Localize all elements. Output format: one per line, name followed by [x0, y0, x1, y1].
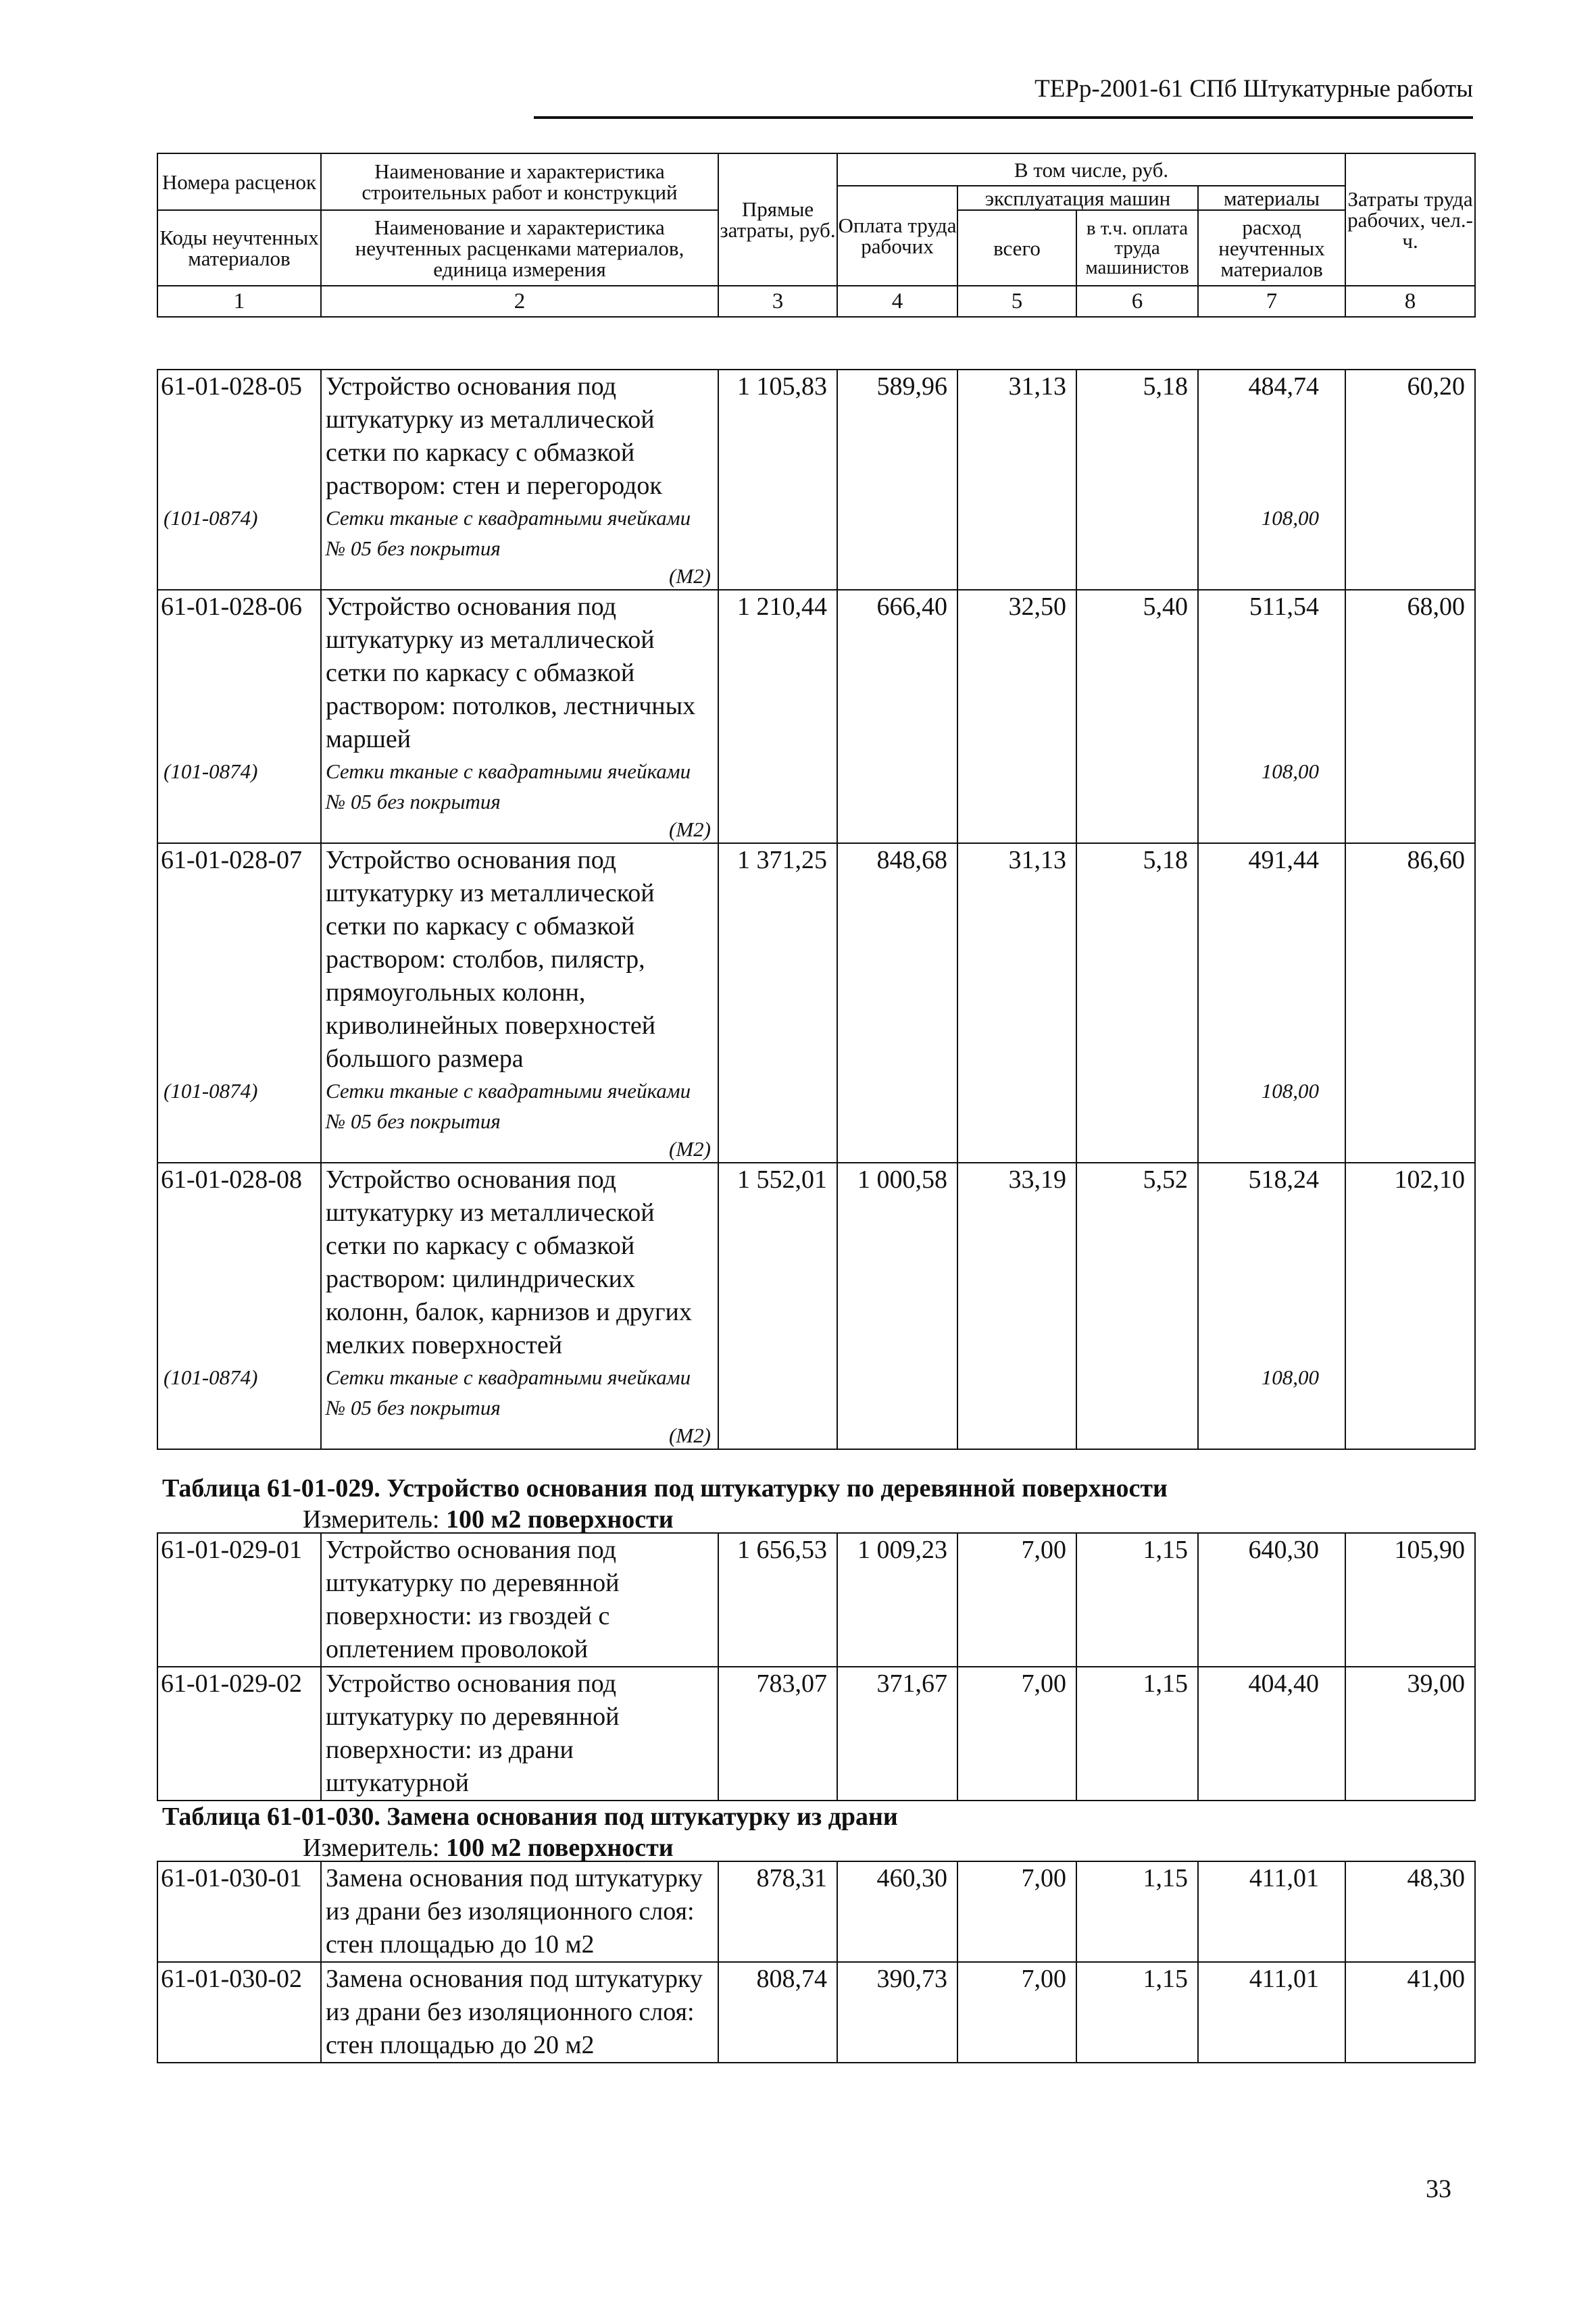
materials-cell: [1198, 1962, 1345, 2063]
col-num: 4: [837, 286, 957, 317]
materials-cell: [1198, 843, 1345, 1163]
labor-pay: 460,30: [837, 1861, 957, 1962]
materials-cell: [1198, 1861, 1345, 1962]
materials-cost: 491,44: [1248, 846, 1319, 874]
rate-name: Устройство основания под штукатурку из металлической сетки по каркасу с обмазкой раствором: столбов, пилястр, прямоугольных колонн, криволинейных поверхностей большого размера: [326, 846, 656, 1073]
direct-costs: 1 105,83: [718, 370, 837, 590]
rate-row: [157, 1667, 1475, 1801]
meter-label: Измеритель:: [303, 1505, 446, 1534]
rate-code-cell: [157, 1533, 321, 1667]
labor-hours: 105,90: [1345, 1533, 1475, 1667]
material-name: Сетки тканые с квадратными ячейками № 05 без покрытия: [326, 1079, 691, 1133]
rates-table-030: [157, 1861, 1476, 2063]
running-head: ТЕРр-2001-61 СПб Штукатурные работы: [1034, 75, 1473, 103]
rate-code-cell: [157, 1163, 321, 1449]
rate-code: 61-01-030-02: [161, 1965, 302, 1993]
materials-cost: 411,01: [1249, 1965, 1319, 1993]
rate-code: 61-01-028-08: [161, 1165, 302, 1194]
table-title-029: Таблица 61-01-029. Устройство основания под штукатурку по деревянной поверхности: [162, 1474, 1168, 1503]
col-num: 5: [957, 286, 1076, 317]
header-material-codes: Коды неучтенных материалов: [157, 210, 321, 286]
machines-labor: 5,18: [1076, 843, 1198, 1163]
direct-costs: 808,74: [718, 1962, 837, 2063]
rate-row: [157, 590, 1475, 843]
material-unit: (М2): [669, 564, 711, 588]
header-rule: [534, 116, 1473, 119]
material-unit: (М2): [669, 1424, 711, 1447]
labor-hours: 102,10: [1345, 1163, 1475, 1449]
table-title-030: Таблица 61-01-030. Замена основания под штукатурку из драни: [162, 1803, 898, 1831]
machines-labor: 5,18: [1076, 370, 1198, 590]
labor-pay: 848,68: [837, 843, 957, 1163]
rate-name-cell: [321, 590, 718, 843]
rate-name: Устройство основания под штукатурку по деревянной поверхности: из гвоздей с оплетением проволокой: [326, 1536, 620, 1663]
machines-labor: 1,15: [1076, 1861, 1198, 1962]
rate-row: [157, 1163, 1475, 1449]
rate-name-cell: [321, 1667, 718, 1801]
rate-code-cell: [157, 1962, 321, 2063]
page-number: 33: [1426, 2175, 1451, 2203]
rate-name: Устройство основания под штукатурку из металлической сетки по каркасу с обмазкой раствором: стен и перегородок: [326, 372, 662, 500]
col-num: 3: [718, 286, 837, 317]
rate-row: [157, 843, 1475, 1163]
col-num: 8: [1345, 286, 1475, 317]
materials-use: 108,00: [1261, 1365, 1319, 1389]
labor-pay: 1 000,58: [837, 1163, 957, 1449]
materials-use: 108,00: [1261, 506, 1319, 530]
rate-code: 61-01-028-06: [161, 593, 302, 621]
rate-code: 61-01-029-01: [161, 1536, 302, 1564]
direct-costs: 1 371,25: [718, 843, 837, 1163]
machines-total: 7,00: [957, 1861, 1076, 1962]
rate-name-cell: [321, 1533, 718, 1667]
rate-name: Замена основания под штукатурку из драни без изоляционного слоя: стен площадью до 20 м2: [326, 1965, 703, 2059]
machines-labor: 5,40: [1076, 590, 1198, 843]
header-materials: материалы: [1198, 186, 1345, 210]
materials-cost: 404,40: [1248, 1669, 1319, 1698]
meter-value: 100 м2 поверхности: [446, 1834, 674, 1862]
rate-name-cell: [321, 843, 718, 1163]
materials-cost: 518,24: [1248, 1165, 1319, 1194]
rate-code: 61-01-030-01: [161, 1864, 302, 1892]
rate-code-cell: [157, 590, 321, 843]
rate-code: 61-01-029-02: [161, 1669, 302, 1698]
meter-029: [303, 1504, 674, 1535]
materials-use: 108,00: [1261, 759, 1319, 783]
meter-value: 100 м2 поверхности: [446, 1505, 674, 1534]
direct-costs: 1 552,01: [718, 1163, 837, 1449]
rate-name-cell: [321, 370, 718, 590]
labor-pay: 1 009,23: [837, 1533, 957, 1667]
header-machines-total: всего: [957, 210, 1076, 286]
rate-name: Замена основания под штукатурку из драни без изоляционного слоя: стен площадью до 10 м2: [326, 1864, 703, 1959]
direct-costs: 1 210,44: [718, 590, 837, 843]
direct-costs: 878,31: [718, 1861, 837, 1962]
rate-row: [157, 1861, 1475, 1962]
header-labor-pay: Оплата труда рабочих: [837, 186, 957, 286]
machines-total: 33,19: [957, 1163, 1076, 1449]
rate-code-cell: [157, 843, 321, 1163]
labor-pay: 666,40: [837, 590, 957, 843]
rate-row: [157, 1962, 1475, 2063]
rate-row: [157, 1533, 1475, 1667]
rate-code-cell: [157, 1861, 321, 1962]
rate-code-cell: [157, 1667, 321, 1801]
material-unit: (М2): [669, 1137, 711, 1161]
rate-name-cell: [321, 1962, 718, 2063]
col-num: 1: [157, 286, 321, 317]
materials-cell: [1198, 370, 1345, 590]
rate-name: Устройство основания под штукатурку по деревянной поверхности: из драни штукатурной: [326, 1669, 620, 1797]
rate-name-cell: [321, 1163, 718, 1449]
machines-labor: 1,15: [1076, 1533, 1198, 1667]
labor-hours: 48,30: [1345, 1861, 1475, 1962]
rate-row: [157, 370, 1475, 590]
labor-pay: 589,96: [837, 370, 957, 590]
header-machines: эксплуатация машин: [957, 186, 1198, 210]
labor-hours: 68,00: [1345, 590, 1475, 843]
material-code: (101-0874): [164, 1365, 258, 1389]
rate-code-cell: [157, 370, 321, 590]
materials-cell: [1198, 1667, 1345, 1801]
rate-name-cell: [321, 1861, 718, 1962]
labor-hours: 60,20: [1345, 370, 1475, 590]
col-num: 7: [1198, 286, 1345, 317]
column-number-row: [157, 286, 1475, 317]
labor-hours: 86,60: [1345, 843, 1475, 1163]
labor-hours: 39,00: [1345, 1667, 1475, 1801]
machines-total: 7,00: [957, 1962, 1076, 2063]
rates-table-029: [157, 1532, 1476, 1801]
materials-use: 108,00: [1261, 1079, 1319, 1103]
machines-labor: 5,52: [1076, 1163, 1198, 1449]
rate-code: 61-01-028-07: [161, 846, 302, 874]
machines-total: 32,50: [957, 590, 1076, 843]
machines-labor: 1,15: [1076, 1667, 1198, 1801]
materials-cost: 411,01: [1249, 1864, 1319, 1892]
header-including: В том числе, руб.: [837, 153, 1345, 186]
rate-code: 61-01-028-05: [161, 372, 302, 401]
header-materials-use: расход неучтенных материалов: [1198, 210, 1345, 286]
labor-pay: 390,73: [837, 1962, 957, 2063]
direct-costs: 1 656,53: [718, 1533, 837, 1667]
materials-cell: [1198, 1533, 1345, 1667]
material-code: (101-0874): [164, 506, 258, 530]
header-machines-labor: в т.ч. оплата труда машинистов: [1076, 210, 1198, 286]
machines-total: 7,00: [957, 1667, 1076, 1801]
header-direct-costs: Прямые затраты, руб.: [718, 153, 837, 286]
material-code: (101-0874): [164, 759, 258, 783]
material-name: Сетки тканые с квадратными ячейками № 05 без покрытия: [326, 759, 691, 813]
materials-cell: [1198, 1163, 1345, 1449]
machines-total: 31,13: [957, 843, 1076, 1163]
header-work-name: Наименование и характеристика строительных работ и конструкций: [321, 153, 718, 210]
material-unit: (М2): [669, 818, 711, 841]
header-labor-costs: Затраты труда рабочих, чел.-ч.: [1345, 153, 1475, 286]
direct-costs: 783,07: [718, 1667, 837, 1801]
material-name: Сетки тканые с квадратными ячейками № 05 без покрытия: [326, 506, 691, 560]
machines-total: 7,00: [957, 1533, 1076, 1667]
column-header-table: [157, 153, 1476, 318]
material-name: Сетки тканые с квадратными ячейками № 05 без покрытия: [326, 1365, 691, 1419]
col-num: 6: [1076, 286, 1198, 317]
header-rate-numbers: Номера расценок: [157, 153, 321, 210]
machines-total: 31,13: [957, 370, 1076, 590]
labor-hours: 41,00: [1345, 1962, 1475, 2063]
materials-cost: 511,54: [1249, 593, 1319, 621]
col-num: 2: [321, 286, 718, 317]
header-material-name: Наименование и характеристика неучтенных расценками материалов, единица измерения: [321, 210, 718, 286]
materials-cost: 640,30: [1248, 1536, 1319, 1564]
meter-030: [303, 1832, 674, 1863]
rates-table-028: [157, 369, 1476, 1450]
rate-name: Устройство основания под штукатурку из металлической сетки по каркасу с обмазкой раствором: цилиндрических колонн, балок, карнизов и других мелких поверхностей: [326, 1165, 692, 1359]
meter-label: Измеритель:: [303, 1834, 446, 1862]
materials-cell: [1198, 590, 1345, 843]
materials-cost: 484,74: [1248, 372, 1319, 401]
machines-labor: 1,15: [1076, 1962, 1198, 2063]
labor-pay: 371,67: [837, 1667, 957, 1801]
material-code: (101-0874): [164, 1079, 258, 1103]
rate-name: Устройство основания под штукатурку из металлической сетки по каркасу с обмазкой раствором: потолков, лестничных маршей: [326, 593, 696, 753]
